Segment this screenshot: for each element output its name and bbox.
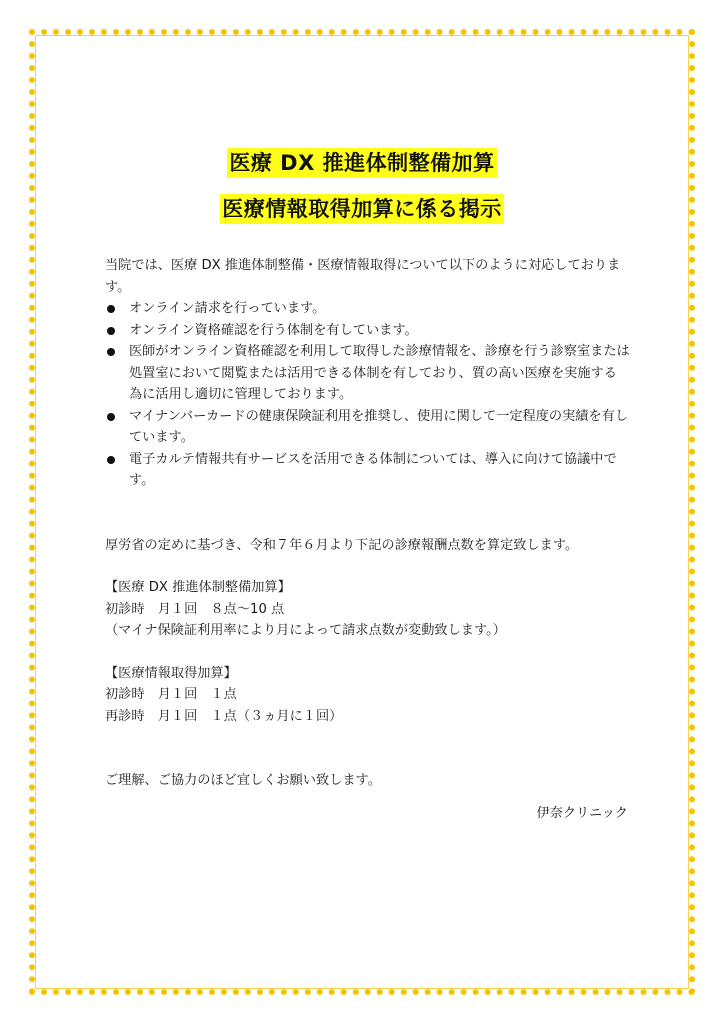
bullet-dot-icon [107, 348, 115, 356]
calculation-notice: 厚労省の定めに基づき、令和７年６月より下記の診療報酬点数を算定致します。 [105, 537, 579, 553]
bullet-dot-icon [107, 456, 115, 464]
info-section-heading: 【医療情報取得加算】 [105, 665, 237, 681]
main-title: 医療 DX 推進体制整備加算 [227, 148, 496, 178]
list-item: オンライン資格確認を行う体制を有しています。 [105, 320, 630, 342]
list-item: オンライン請求を行っています。 [105, 298, 630, 320]
clinic-signature: 伊奈クリニック [536, 805, 628, 821]
notice-body [105, 255, 630, 824]
bullet-dot-icon [107, 327, 115, 335]
info-section-line-repeat: 再診時 月１回 １点（３ヵ月に１回） [105, 708, 343, 724]
dx-section-heading: 【医療 DX 推進体制整備加算】 [105, 580, 291, 595]
intro-paragraph: 当院では、医療 DX 推進体制整備・医療情報取得について以下のように対応しております。 [105, 258, 621, 295]
closing-remark: ご理解、ご協力のほど宜しくお願い致します。 [105, 773, 381, 788]
info-section-line-first: 初診時 月１回 １点 [105, 687, 237, 702]
bullet-dot-icon [107, 413, 115, 421]
title-block [0, 148, 724, 224]
sub-title: 医療情報取得加算に係る掲示 [220, 194, 504, 224]
list-item: 電子カルテ情報共有サービスを活用できる体制については、導入に向けて協議中です。 [105, 449, 630, 492]
list-item: 医師がオンライン資格確認を利用して取得した診療情報を、診療を行う診察室または処置室において閲覧または活用できる体制を有しており、質の高い医療を実施する為に活用し適切に管理しております。 [105, 341, 630, 406]
bullet-dot-icon [107, 305, 115, 313]
list-item: マイナンバーカードの健康保険証利用を推奨し、使用に関して一定程度の実績を有しています。 [105, 406, 630, 449]
dx-section-note: （マイナ保険証利用率により月によって請求点数が変動致します。） [105, 623, 506, 638]
bullet-list [105, 298, 630, 492]
dx-section-line: 初診時 月１回 ８点～10 点 [105, 601, 285, 617]
